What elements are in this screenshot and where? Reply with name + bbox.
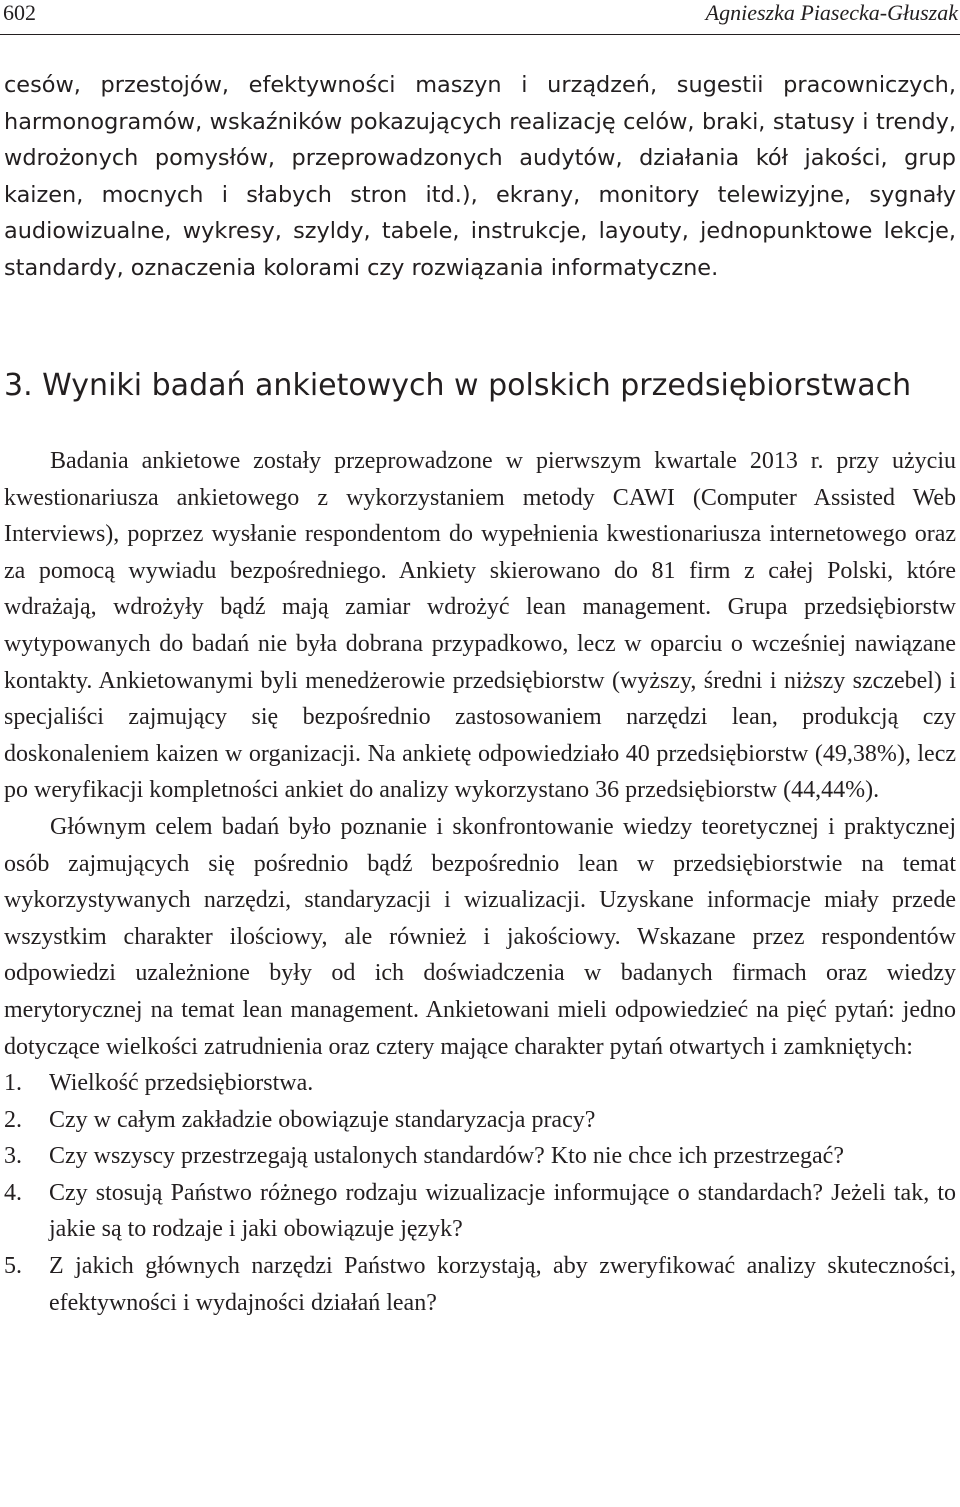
list-item (4, 1065, 956, 1102)
intro-paragraph: cesów, przestojów, efektywności maszyn i urządzeń, sugestii pracowniczych, harmonogramów, wskaźników pokazujących realizację celów, braki, statusy i trendy, wdrożonych pomysłów, przeprowadzonych audytów, działania kół jakości, grup kaizen, mocnych i słabych stron itd.), ekrany, monitory telewizyjne, sygnały audiowizualne, wykresy, szyldy, tabele, instrukcje, layouty, jednopunktowe lekcje, standardy, oznaczenia kolorami czy rozwiązania informatyczne. (4, 72, 956, 281)
list-item (4, 1248, 956, 1321)
list-item-text: Czy stosują Państwo różnego rodzaju wizualizacje informujące o standardach? Jeżeli tak, to jakie są to rodzaje i jaki obowiązuje język? (49, 1179, 956, 1243)
section-heading: 3. Wyniki badań ankietowych w polskich przedsiębiorstwach (4, 368, 912, 403)
list-item-number: 1. (4, 1070, 22, 1097)
page-number: 602 (3, 0, 36, 25)
body-paragraph: Głównym celem badań było poznanie i skonfrontowanie wiedzy teoretycznej i praktycznej osób zajmujących się pośrednio bądź bezpośrednio lean w przedsiębiorstwie na temat wykorzystywanych narzędzi, standaryzacji i wizualizacji. Uzyskane informacje miały przede wszystkim charakter ilościowy, ale również i jakościowy. Wskazane przez respondentów odpowiedzi uzależnione były od ich doświadczenia w badanych firmach oraz wiedzy merytorycznej na temat lean management. Ankietowani mieli odpowiedzieć na pięć pytań: jedno dotyczące wielkości zatrudnienia oraz cztery mające charakter pytań otwartych i zamkniętych: (4, 813, 956, 1060)
list-item (4, 1175, 956, 1248)
list-item-text: Czy w całym zakładzie obowiązuje standaryzacja pracy? (49, 1106, 596, 1133)
section-body (4, 443, 956, 1321)
list-item-text: Wielkość przedsiębiorstwa. (49, 1070, 314, 1097)
list-item-number: 2. (4, 1106, 22, 1133)
list-item (4, 1102, 956, 1139)
list-item-number: 3. (4, 1143, 22, 1170)
body-paragraph: Badania ankietowe zostały przeprowadzone w pierwszym kwartale 2013 r. przy użyciu kwestionariusza ankietowego z wykorzystaniem metody CAWI (Computer Assisted Web Interviews), poprzez wysłanie respondentom do wypełnienia kwestionariusza internetowego oraz za pomocą wywiadu bezpośredniego. Ankiety skierowano do 81 firm z całej Polski, które wdrażają, wdrożyły bądź mają zamiar wdrożyć lean management. Grupa przedsiębiorstw wytypowanych do badań nie była dobrana przypadkowo, lecz w oparciu o wcześniej nawiązane kontakty. Ankietowanymi byli menedżerowie przedsiębiorstw (wyższy, średni i niższy szczebel) i specjaliści zajmujący się bezpośrednio zastosowaniem narzędzi lean, produkcją czy doskonaleniem kaizen w organizacji. Na ankietę odpowiedziało 40 przedsiębiorstw (49,38%), lecz po weryfikacji kompletności ankiet do analizy wykorzystano 36 przedsiębiorstw (44,44%). (4, 448, 956, 804)
list-item (4, 1138, 956, 1175)
list-item-number: 5. (4, 1253, 22, 1280)
list-item-text: Czy wszyscy przestrzegają ustalonych standardów? Kto nie chce ich przestrzegać? (49, 1143, 844, 1170)
list-item-text: Z jakich głównych narzędzi Państwo korzystają, aby zweryfikować analizy skuteczności, efektywności i wydajności działań lean? (49, 1253, 956, 1316)
question-list (4, 1065, 956, 1321)
running-head-author: Agnieszka Piasecka-Głuszak (705, 0, 958, 25)
list-item-number: 4. (4, 1179, 22, 1206)
page-header (0, 0, 960, 35)
